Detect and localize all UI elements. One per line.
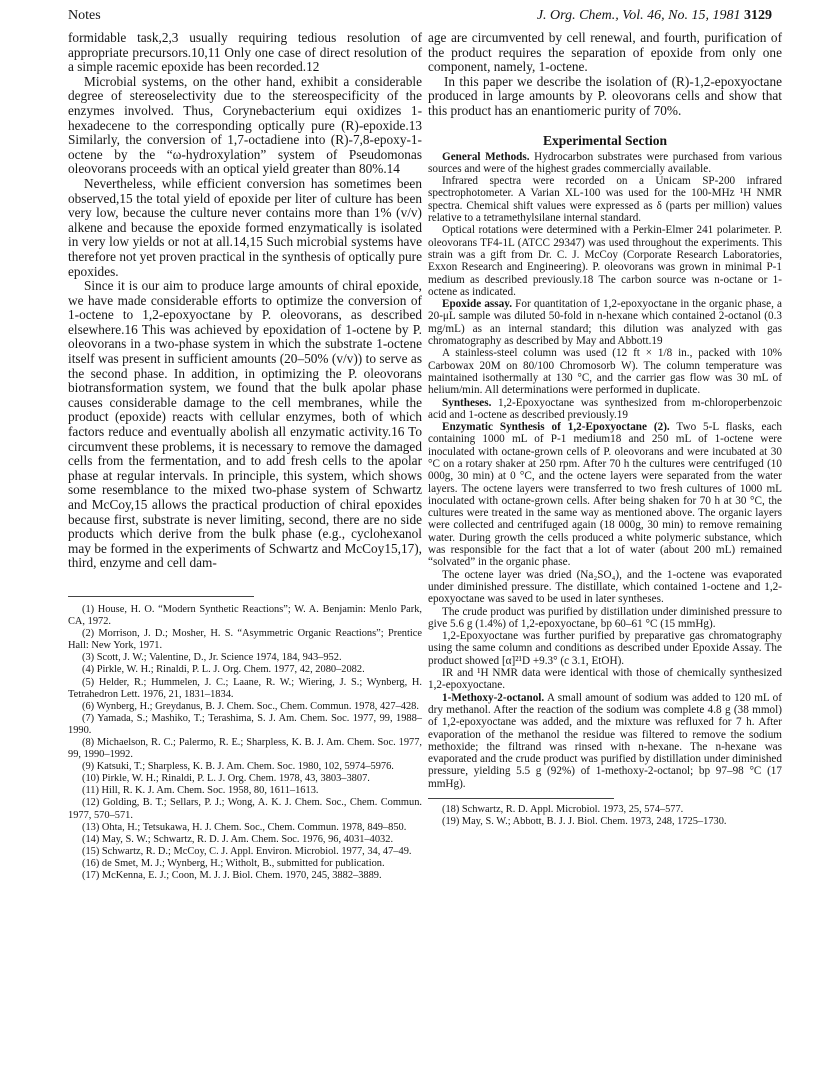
general-methods-paragraph: General Methods. Hydrocarbon substrates were purchased from various sources and were of the highest grades commercially available. (428, 150, 782, 175)
footnote: (4) Pirkle, W. H.; Rinaldi, P. L. J. Org. Chem. 1977, 42, 2080–2082. (82, 664, 365, 676)
body-paragraph: Nevertheless, while efficient conversion has sometimes been observed,15 the total yield of epoxide per liter of culture has been very low, because the culture never contains more than 1% (v/v) alkene and because the epoxide formed enzymatically is isolated in very low yields or not at all.14,15 Such microbial systems have therefore not yet proven practical in the synthesis of optically pure epoxides. (68, 175, 422, 279)
subsection-heading: 1-Methoxy-2-octanol. (442, 691, 545, 704)
footnote: (6) Wynberg, H.; Greydanus, B. J. Chem. Soc., Chem. Commun. 1978, 427–428. (82, 700, 419, 712)
subsection-heading: Epoxide assay. (442, 298, 513, 311)
footnote: (18) Schwartz, R. D. Appl. Microbiol. 1973, 25, 574–577. (442, 804, 684, 815)
footnote: (7) Yamada, S.; Mashiko, T.; Terashima, S. J. Am. Chem. Soc. 1977, 99, 1988–1990. (68, 712, 422, 736)
footnote: (1) House, H. O. “Modern Synthetic Reactions”; W. A. Benjamin: Menlo Park, CA, 1972. (68, 603, 422, 628)
footnote: (14) May, S. W.; Schwartz, R. D. J. Am. Chem. Soc. 1976, 96, 4031–4032. (82, 833, 394, 845)
journal-name: J. Org. Chem., (536, 8, 619, 23)
epoxide-assay-paragraph: Epoxide assay. For quantitation of 1,2-epoxyoctane in the organic phase, a 20-μL sample was diluted 50-fold in n-hexane which contained 2-octanol (0.3 mg/mL) as an internal standard; this dilution was analyzed with gas chromatography as described by May and Abbott.19 (428, 298, 782, 348)
body-paragraph: IR and ¹H NMR data were identical with those of chemically synthesized 1,2-epoxyoctane. (428, 667, 782, 692)
footnote: (5) Helder, R.; Hummelen, J. C.; Laane, R. W.; Wiering, J. S.; Wynberg, H. Tetrahedron Lett. 1976, 21, 1831–1834. (68, 676, 422, 700)
body-paragraph: formidable task,2,3 usually requiring tedious resolution of appropriate precursors.10,11 Only one case of direct resolution of a simple racemic epoxide has been recorded.12 (68, 30, 422, 75)
running-head-citation (537, 8, 772, 24)
body-paragraph: Microbial systems, on the other hand, exhibit a considerable degree of stereoselectivity due to the stereospecificity of the enzymes involved. Thus, Corynebacterium equi oxidizes 1-hexadecene to the corresponding optically pure (R)-epoxide.13 Similarly, the conversion of 1,7-octadiene into (R)-7,8-epoxy-1-octene by the “ω-hydroxylation” system of Pseudomonas oleovorans proceeds with an optical yield greater than 80%.14 (68, 73, 422, 177)
footnotes-right (428, 804, 782, 828)
footnote: (2) Morrison, J. D.; Mosher, H. S. “Asymmetric Organic Reactions”; Prentice Hall: New York, 1971. (68, 628, 422, 652)
footnote: (16) de Smet, M. J.; Wynberg, H.; Witholt, B., submitted for publication. (82, 857, 385, 869)
methoxy-octanol-paragraph: 1-Methoxy-2-octanol. A small amount of sodium was added to 120 mL of dry methanol. After the reaction of the sodium was complete 4.8 g (38 mmol) of 1,2-epoxyoctane was added, and the mixture was refluxed for 7 h. After evaporation of the methanol the residue was filtered to remove the sodium methoxide; the filtrand was rinsed with n-hexane. The n-hexane was evaporated and the crude product was purified by distillation under diminished pressure, yielding 5.5 g (92%) of 1-methoxy-2-octanol; bp 97–98 °C (17 mmHg). (428, 691, 782, 790)
subsection-heading: General Methods. (442, 150, 530, 163)
syntheses-paragraph: Syntheses. 1,2-Epoxyoctane was synthesized from m-chloroperbenzoic acid and 1-octene as described previously.19 (428, 396, 782, 421)
footnote: (15) Schwartz, R. D.; McCoy, C. J. Appl. Environ. Microbiol. 1977, 34, 47–49. (82, 845, 412, 857)
body-paragraph: Optical rotations were determined with a Perkin-Elmer 241 polarimeter. P. oleovorans TF4-1L (ATCC 29347) was used throughout the experiments. This strain was a gift from Dr. C. J. McCoy (Corporate Research Laboratories, Exxon Research and Engineering). P. oleovorans was grown in minimal P-1 medium as described previously.18 The carbon source was n-octane or 1-octene as indicated. (428, 224, 782, 298)
footnote: (8) Michaelson, R. C.; Palermo, R. E.; Sharpless, K. B. J. Am. Chem. Soc. 1977, 99, 1990–1992. (68, 737, 422, 761)
footnote: (17) McKenna, E. J.; Coon, M. J. J. Biol. Chem. 1970, 245, 3882–3889. (82, 870, 382, 882)
journal-volume: Vol. 46, No. 15, 1981 (622, 8, 741, 23)
enzymatic-synthesis-paragraph: Enzymatic Synthesis of 1,2-Epoxyoctane (2). Two 5-L flasks, each containing 1000 mL of P-1 medium18 and 250 mL of 1-octene were inoculated with octane-grown cells of P. oleovorans and were incubated at 30 °C on a rotary shaker at 250 rpm. After 70 h the cultures were centrifuged (10 000g, 30 min) at 0 °C, and the octene layers were separated from the water layers. The octene layers were transferred to two fresh cultures of 1000 mL inoculated with octane-grown cells. After being shaken for 70 h at 30 °C, the cultures were treated in the same way as mentioned above. The organic layers were collected and centrifuged again (18 000g, 30 min) to remove remaining water. During growth the cells produced a white polymeric substance, which was responsible for the fact that a lot of water (about 200 mL) remained “solvated” in the organic phase. (428, 421, 782, 569)
body-paragraph: 1,2-Epoxyoctane was further purified by preparative gas chromatography using the same column and conditions as described under Epoxide Assay. The product showed [α]²¹D +9.3° (c 3.1, EtOH). (428, 630, 782, 667)
footnotes-left (68, 604, 422, 882)
footnote: (11) Hill, R. K. J. Am. Chem. Soc. 1958, 80, 1611–1613. (82, 785, 319, 797)
right-column (428, 31, 782, 828)
body-paragraph: Since it is our aim to produce large amounts of chiral epoxide, we have made considerable efforts to optimize the conversion of 1-octene to 1,2-epoxyoctane by P. oleovorans, as described elsewhere.16 This was achieved by epoxidation of 1-octene by P. oleovorans in a two-phase system in which the substrate 1-octene itself was present in sufficient amounts (20–50% (v/v)) to serve as the second phase. In addition, in optimizing the P. oleovorans biotransformation system, we found that the bulk apolar phase causes considerable damage to the cell membranes, while the product (epoxide) reacts with cellular enzymes, both of which factors reduce and eventually abolish all enzymatic activity.16 To circumvent these problems, it is necessary to remove the damaged cells from the fermentation, and to add fresh cells to the apolar phase at regular intervals. In principle, this system, which shows some resemblance to the mixed two-phase system of Schwartz and McCoy,15 allows the practical production of chiral epoxides because first, substrate is never limiting, second, there are no side products which derive from the bulk phase (e.g., cyclohexanol may be formed in the experiments of Schwartz and McCoy15,17), third, enzyme and cell dam- (68, 278, 422, 571)
body-paragraph: Infrared spectra were recorded on a Unicam SP-200 infrared spectrophotometer. A Varian XL-100 was used for the 100-MHz ¹H NMR spectra. Chemical shift values were expressed as δ (parts per million) values relative to a tetramethylsilane internal standard. (428, 175, 782, 225)
body-paragraph: age are circumvented by cell renewal, and fourth, purification of the product requires the separation of epoxide from only one component, namely, 1-octene. (428, 30, 782, 75)
footnote: (13) Ohta, H.; Tetsukawa, H. J. Chem. Soc., Chem. Commun. 1978, 849–850. (82, 821, 407, 833)
footnote: (9) Katsuki, T.; Sharpless, K. B. J. Am. Chem. Soc. 1980, 102, 5974–5976. (82, 761, 394, 773)
body-paragraph: In this paper we describe the isolation of (R)-1,2-epoxyoctane produced in large amounts by P. oleovorans cells and show that this product has an enantiomeric purity of 70%. (428, 73, 782, 118)
running-head-section: Notes (68, 8, 101, 23)
subsection-heading: Syntheses. (442, 396, 492, 409)
footnote: (12) Golding, B. T.; Sellars, P. J.; Wong, A. K. J. Chem. Soc., Chem. Commun. 1977, 570–571. (68, 797, 422, 821)
subsection-heading: Enzymatic Synthesis of 1,2-Epoxyoctane (2). (442, 421, 670, 434)
footnote: (19) May, S. W.; Abbott, B. J. J. Biol. Chem. 1973, 248, 1725–1730. (442, 816, 727, 828)
page-number: 3129 (744, 8, 772, 23)
left-column (68, 31, 422, 882)
footnote: (3) Scott, J. W.; Valentine, D., Jr. Science 1974, 184, 943–952. (82, 652, 342, 664)
footnote: (10) Pirkle, W. H.; Rinaldi, P. L. J. Org. Chem. 1978, 43, 3803–3807. (82, 773, 370, 785)
section-heading: Experimental Section (542, 132, 668, 148)
body-paragraph: A stainless-steel column was used (12 ft × 1/8 in., packed with 10% Carbowax 20M on 80/100 Chromosorb W). The column temperature was maintained isothermally at 130 °C, and the carrier gas flow was 30 mL of helium/min. All determinations were performed in duplicate. (428, 347, 782, 397)
body-paragraph: The octene layer was dried (Na₂SO₄), and the 1-octene was evaporated under diminished pressure. The distillate, which contained 1-octene and 1,2-epoxyoctane was saved to be used in later syntheses. (428, 568, 782, 606)
body-paragraph: The crude product was purified by distillation under diminished pressure to give 5.6 g (1.4%) of 1,2-epoxyoctane, bp 60–61 °C (15 mmHg). (428, 605, 782, 630)
